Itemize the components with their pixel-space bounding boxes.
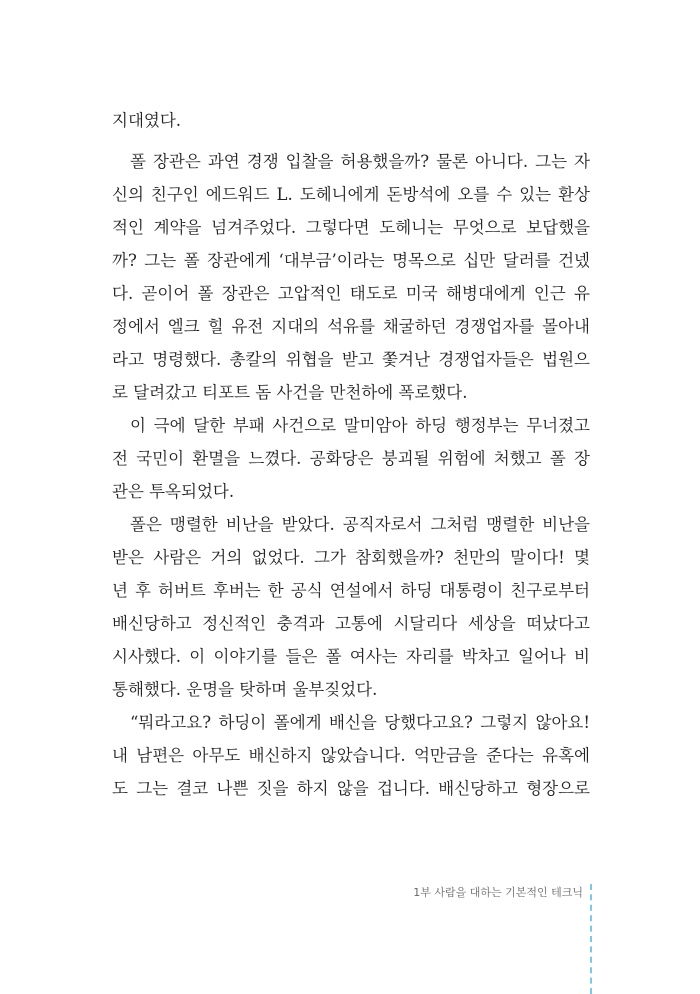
text-line: 적인 계약을 넘겨주었다. 그렇다면 도헤니는 무엇으로 보답했을 — [112, 218, 590, 237]
text-line: 지대였다. — [112, 111, 182, 130]
running-head: 1부 사람을 대하는 기본적인 테크닉 — [413, 886, 583, 899]
text-line: 도 그는 결코 나쁜 짓을 하지 않을 겁니다. 배신당하고 형장으로 — [112, 779, 590, 798]
text-line: 신의 친구인 에드워드 L. 도헤니에게 돈방석에 오를 수 있는 환상 — [112, 185, 590, 204]
text-line: 이 극에 달한 부패 사건으로 말미암아 하딩 행정부는 무너졌고 — [130, 416, 590, 435]
text-line: 정에서 엘크 힐 유전 지대의 석유를 채굴하던 경쟁업자를 몰아내 — [112, 317, 590, 336]
body-text — [112, 104, 590, 805]
text-line: 폴은 맹렬한 비난을 받았다. 공직자로서 그처럼 맹렬한 비난을 — [130, 515, 590, 534]
text-line: 시사했다. 이 이야기를 들은 폴 여사는 자리를 박차고 일어나 비 — [112, 647, 590, 666]
text-line: 까? 그는 폴 장관에게 ‘대부금’이라는 명목으로 십만 달러를 건넸 — [112, 251, 590, 270]
page-edge-dashed-rule — [590, 884, 592, 994]
text-line: 관은 투옥되었다. — [112, 482, 235, 501]
text-line: 내 남편은 아무도 배신하지 않았습니다. 억만금을 준다는 유혹에 — [112, 746, 590, 765]
text-line: 전 국민이 환멸을 느꼈다. 공화당은 붕괴될 위험에 처했고 폴 장 — [112, 449, 590, 468]
text-line: 라고 명령했다. 총칼의 위협을 받고 쫓겨난 경쟁업자들은 법원으 — [112, 350, 590, 369]
text-line: 로 달려갔고 티포트 돔 사건을 만천하에 폭로했다. — [112, 383, 468, 402]
text-line: 통해했다. 운명을 탓하며 울부짖었다. — [112, 680, 378, 699]
text-line: 폴 장관은 과연 경쟁 입찰을 허용했을까? 물론 아니다. 그는 자 — [130, 152, 590, 171]
text-line: 배신당하고 정신적인 충격과 고통에 시달리다 세상을 떠났다고 — [112, 614, 590, 633]
text-line: 년 후 허버트 후버는 한 공식 연설에서 하딩 대통령이 친구로부터 — [112, 581, 590, 600]
text-line: “뭐라고요? 하딩이 폴에게 배신을 당했다고요? 그렇지 않아요! — [130, 713, 590, 732]
text-line: 받은 사람은 거의 없었다. 그가 참회했을까? 천만의 말이다! 몇 — [112, 548, 590, 567]
text-line: 다. 곧이어 폴 장관은 고압적인 태도로 미국 해병대에게 인근 유 — [112, 284, 590, 303]
